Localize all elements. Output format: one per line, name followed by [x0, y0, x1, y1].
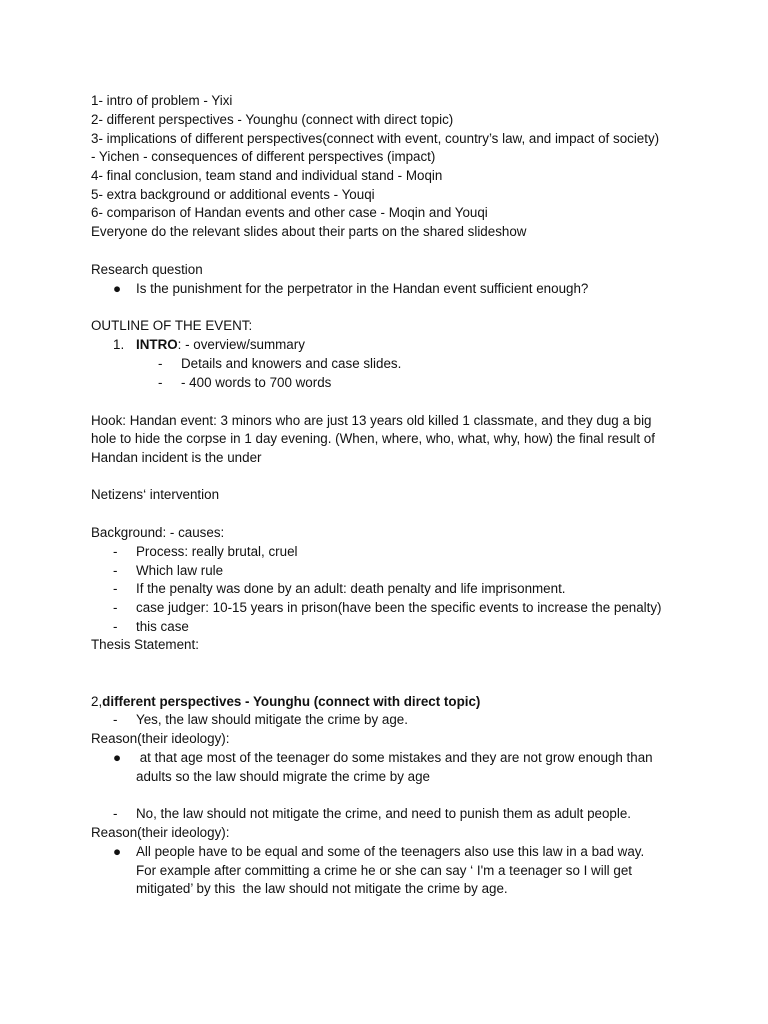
no-reason-bullet: ●	[113, 844, 122, 859]
no-stance: No, the law should not mitigate the crime, and need to punish them as adult people.	[136, 806, 632, 821]
outline-subitem-1: Details and knowers and case slides.	[181, 356, 402, 371]
background-dash-1: -	[113, 544, 118, 559]
yes-reason-bullet: ●	[113, 750, 122, 765]
background-dash-2: -	[113, 563, 118, 578]
background-dash-4: -	[113, 600, 118, 615]
research-question: Is the punishment for the perpetrator in the Handan event sufficient enough?	[136, 281, 589, 296]
background-item-3: If the penalty was done by an adult: death penalty and life imprisonment.	[136, 581, 566, 596]
hook-line-3: Handan incident is the under	[91, 450, 262, 465]
hook-line-1: Hook: Handan event: 3 minors who are just 13 years old killed 1 classmate, and they dug a big	[91, 413, 652, 428]
background-item-5: this case	[136, 619, 189, 634]
research-bullet: ●	[113, 281, 122, 296]
plan-line-3: 3- implications of different perspectives(connect with event, country’s law, and impact of society)	[91, 131, 660, 146]
research-heading: Research question	[91, 262, 203, 277]
section2-title: different perspectives - Younghu (connect with direct topic)	[102, 694, 481, 709]
outline-subitem-2: - 400 words to 700 words	[181, 375, 332, 390]
background-dash-3: -	[113, 581, 118, 596]
yes-reason-line-2: adults so the law should migrate the crime by age	[136, 769, 431, 784]
plan-line-1: 1- intro of problem - Yixi	[91, 93, 233, 108]
yes-reason-label: Reason(their ideology):	[91, 731, 230, 746]
yes-dash: -	[113, 712, 118, 727]
outline-item-rest: : - overview/summary	[177, 337, 305, 352]
plan-line-6: 5- extra background or additional events - Youqi	[91, 187, 375, 202]
plan-line-2: 2- different perspectives - Younghu (connect with direct topic)	[91, 112, 454, 127]
no-reason-line-3: mitigated’ by this the law should not mitigate the crime by age.	[136, 881, 508, 896]
plan-line-8: Everyone do the relevant slides about their parts on the shared slideshow	[91, 224, 527, 239]
section2-prefix: 2,	[91, 694, 103, 709]
background-item-2: Which law rule	[136, 563, 224, 578]
netizens-line: Netizens‘ intervention	[91, 487, 220, 502]
yes-stance: Yes, the law should mitigate the crime by age.	[136, 712, 408, 727]
background-item-1: Process: really brutal, cruel	[136, 544, 298, 559]
no-reason-label: Reason(their ideology):	[91, 825, 230, 840]
thesis-statement: Thesis Statement:	[91, 637, 199, 652]
outline-sub-dash-1: -	[158, 356, 163, 371]
no-reason-line-1: All people have to be equal and some of the teenagers also use this law in a bad way.	[136, 844, 645, 859]
plan-line-5: 4- final conclusion, team stand and individual stand - Moqin	[91, 168, 443, 183]
outline-item-number: 1.	[113, 337, 125, 352]
plan-line-7: 6- comparison of Handan events and other case - Moqin and Youqi	[91, 205, 488, 220]
background-dash-5: -	[113, 619, 118, 634]
hook-line-2: hole to hide the corpse in 1 day evening. (When, where, who, what, why, how) the final result of	[91, 431, 655, 446]
outline-heading: OUTLINE OF THE EVENT:	[91, 318, 253, 333]
outline-sub-dash-2: -	[158, 375, 163, 390]
no-reason-line-2: For example after committing a crime he or she can say ‘ I'm a teenager so I will get	[136, 863, 632, 878]
outline-item-1	[136, 336, 305, 355]
plan-line-4: - Yichen - consequences of different perspectives (impact)	[91, 149, 436, 164]
yes-reason-line-1: at that age most of the teenager do some mistakes and they are not grow enough than	[136, 750, 653, 765]
background-item-4: case judger: 10-15 years in prison(have been the specific events to increase the penalty)	[136, 600, 662, 615]
section2-heading	[91, 693, 480, 712]
no-dash: -	[113, 806, 118, 821]
background-heading: Background: - causes:	[91, 525, 225, 540]
outline-item-bold: INTRO	[136, 337, 178, 352]
